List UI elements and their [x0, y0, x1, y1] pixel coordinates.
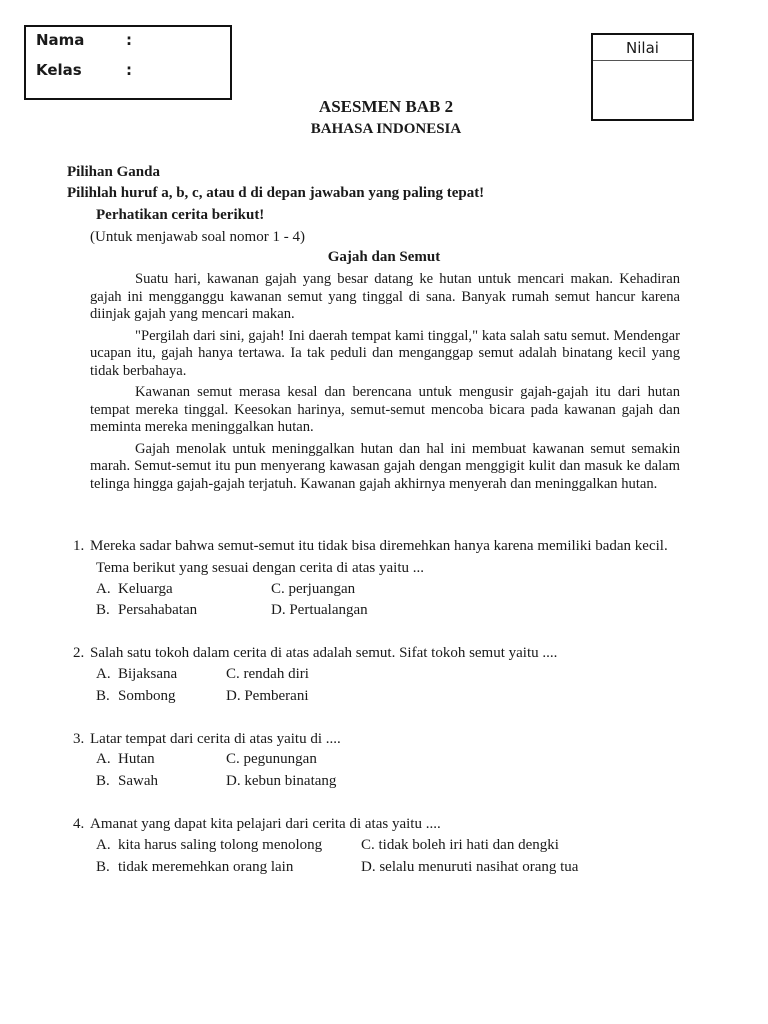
story-paragraph: Suatu hari, kawanan gajah yang besar datang ke hutan untuk mencari makan. Kehadiran gajah ini mengganggu kawanan semut yang tinggal di sana. Banyak rumah semut hancur karena diinjak gajah yang mencari makan. [90, 271, 680, 322]
identity-box [24, 25, 232, 100]
kelas-label: Kelas [36, 61, 82, 79]
option-text[interactable]: Hutan [118, 751, 155, 767]
option-text: kebun binatang [244, 773, 337, 789]
option-c[interactable] [361, 837, 559, 854]
question-text: Salah satu tokoh dalam cerita di atas adalah semut. Sifat tokoh semut yaitu .... [90, 645, 558, 661]
option-text[interactable]: tidak meremehkan orang lain [118, 859, 294, 875]
option-text: Pemberani [244, 688, 309, 704]
option-c[interactable] [271, 581, 355, 598]
section-prompt: Perhatikan cerita berikut! [96, 207, 265, 223]
option-letter: D. [226, 688, 241, 704]
option-text[interactable]: Keluarga [118, 581, 173, 597]
option-text[interactable]: Persahabatan [118, 602, 198, 618]
option-a[interactable] [96, 666, 111, 683]
option-b[interactable] [96, 859, 110, 876]
story-paragraph: Gajah menolak untuk meninggalkan hutan dan hal ini membuat kawanan semut semakin marah. Semut-semut itu pun menyerang kawasan gajah dengan menggigit kulit dan masuk ke dalam telinga hingga gajah-gajah terjatuh. Kawanan gajah akhirnya menyerah dan meninggalkan hutan. [90, 440, 680, 492]
question-number: 4. [73, 816, 85, 832]
option-letter: B. [96, 602, 110, 618]
option-letter: B. [96, 688, 110, 704]
section-scope: (Untuk menjawab soal nomor 1 - 4) [90, 229, 305, 245]
option-d[interactable] [226, 688, 309, 705]
question-number: 2. [73, 645, 85, 661]
option-letter: B. [96, 859, 110, 875]
option-letter: C. [226, 751, 240, 767]
option-text[interactable]: kita harus saling tolong menolong [118, 837, 323, 853]
section-type: Pilihan Ganda [67, 164, 160, 180]
question-text: Amanat yang dapat kita pelajari dari cerita di atas yaitu .... [90, 816, 441, 832]
option-letter: A. [96, 581, 111, 597]
option-d[interactable] [271, 602, 368, 619]
option-letter: D. [361, 859, 376, 875]
option-letter: C. [271, 581, 285, 597]
page-title: ASESMEN BAB 2 [318, 97, 454, 116]
option-text: pegunungan [243, 751, 317, 767]
kelas-colon: : [126, 61, 132, 79]
subject-title: BAHASA INDONESIA [310, 121, 462, 137]
nama-row [36, 31, 132, 49]
option-text[interactable]: Bijaksana [118, 666, 178, 682]
option-d[interactable] [361, 859, 578, 876]
story-paragraph: "Pergilah dari sini, gajah! Ini daerah tempat kami tinggal," kata salah satu semut. Mendengar ucapan itu, gajah hanya tertawa. Ia tak peduli dan menganggap semut adalah binatang kecil yang tidak berbahaya. [90, 327, 680, 379]
option-text: tidak boleh iri hati dan dengki [378, 837, 559, 853]
story-paragraph: Kawanan semut merasa kesal dan berencana untuk mengusir gajah-gajah itu dari hutan tempat mereka tinggal. Keesokan harinya, semut-semut mencoba bicara pada kawanan gajah dan meminta mereka meninggalkan hutan. [90, 384, 680, 435]
question-text: Tema berikut yang sesuai dengan cerita di atas yaitu ... [96, 560, 425, 576]
option-a[interactable] [96, 751, 111, 768]
story-text [90, 271, 680, 493]
option-letter: D. [226, 773, 241, 789]
question-number: 3. [73, 731, 85, 747]
option-text: selalu menuruti nasihat orang tua [379, 859, 579, 875]
question-text: Latar tempat dari cerita di atas yaitu di .... [90, 731, 341, 747]
nama-label: Nama [36, 31, 85, 49]
option-letter: A. [96, 751, 111, 767]
option-text: perjuangan [288, 581, 356, 597]
score-label: Nilai [593, 35, 692, 61]
option-c[interactable] [226, 666, 309, 683]
option-letter: C. [361, 837, 375, 853]
option-b[interactable] [96, 602, 110, 619]
option-a[interactable] [96, 837, 111, 854]
question-text: Mereka sadar bahwa semut-semut itu tidak bisa diremehkan hanya karena memiliki badan kecil. [90, 538, 668, 554]
option-text[interactable]: Sawah [118, 773, 158, 789]
nama-colon: : [126, 31, 132, 49]
option-letter: A. [96, 666, 111, 682]
option-letter: D. [271, 602, 286, 618]
option-d[interactable] [226, 773, 336, 790]
option-letter: C. [226, 666, 240, 682]
story-title: Gajah dan Semut [327, 249, 441, 265]
section-instruction: Pilihlah huruf a, b, c, atau d di depan jawaban yang paling tepat! [67, 185, 485, 201]
option-b[interactable] [96, 688, 110, 705]
option-c[interactable] [226, 751, 317, 768]
option-text: Pertualangan [289, 602, 368, 618]
option-text: rendah diri [243, 666, 309, 682]
kelas-row [36, 61, 132, 79]
option-a[interactable] [96, 581, 111, 598]
option-text[interactable]: Sombong [118, 688, 176, 704]
question-number: 1. [73, 538, 85, 554]
option-b[interactable] [96, 773, 110, 790]
option-letter: A. [96, 837, 111, 853]
option-letter: B. [96, 773, 110, 789]
